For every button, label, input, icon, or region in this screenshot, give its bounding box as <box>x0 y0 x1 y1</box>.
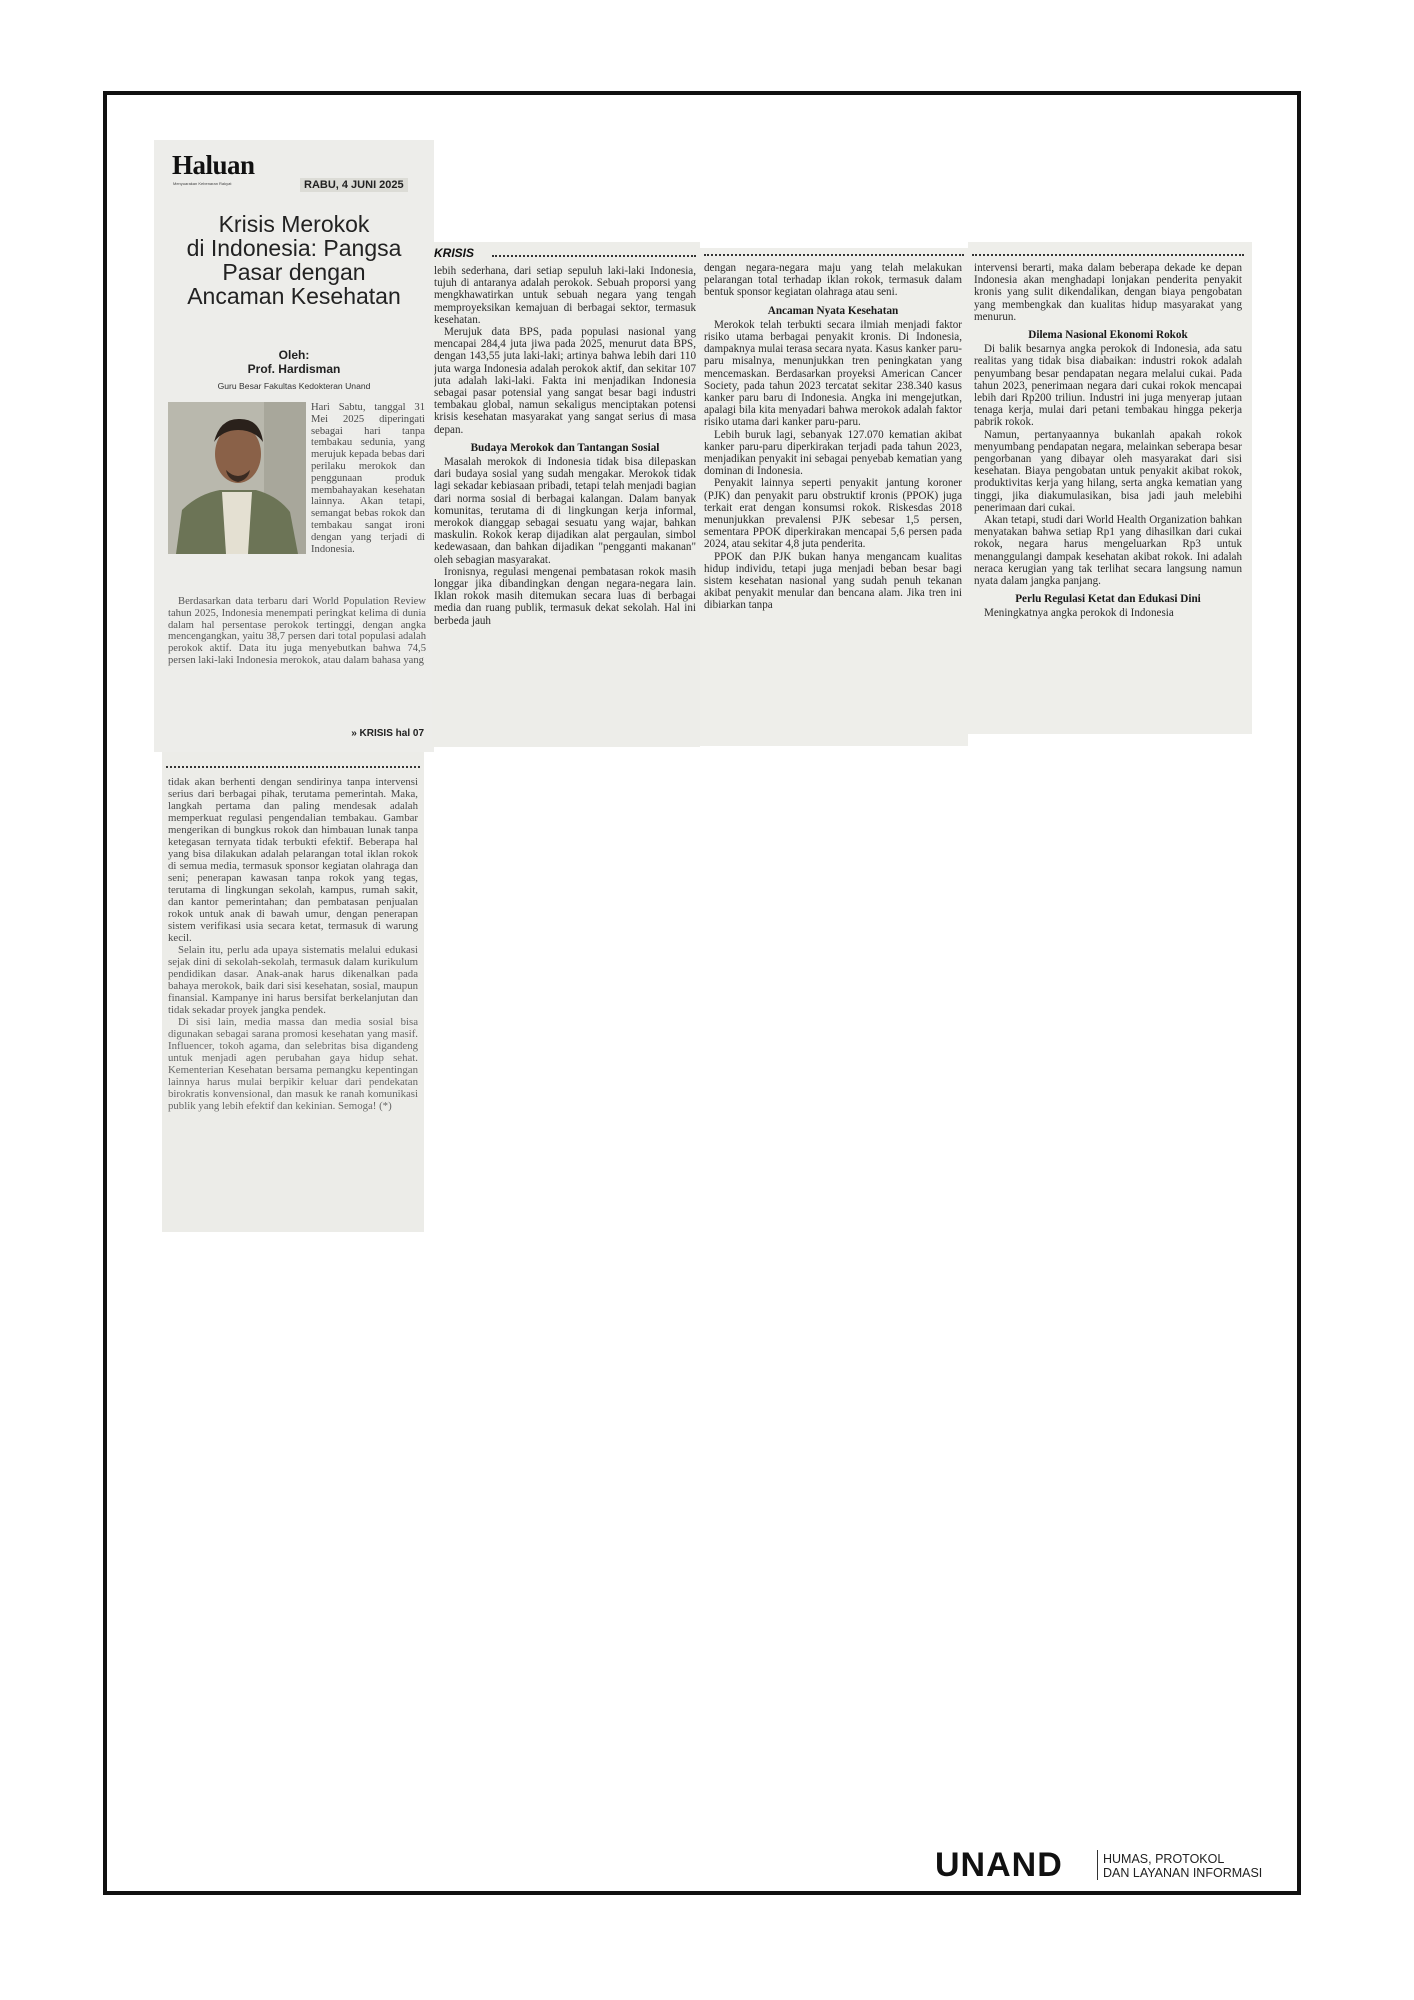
headline <box>154 212 434 308</box>
jump-label <box>432 246 700 260</box>
continued-jump: » KRISIS hal 07 <box>351 728 424 739</box>
headline-line: di Indonesia: Pangsa <box>186 235 402 261</box>
byline <box>154 348 434 391</box>
col4-paragraph: Namun, pertanyaannya bukanlah apakah rokok menyumbang pendapatan negara, melainkan seberapa besar pengorbanan yang dibayar oleh masyarakat dari sisi kesehatan. Biaya pengobatan untuk penyakit akibat rokok, produktivitas kerja yang hilang, serta angka kematian yang tinggi, jika diakumulasikan, bisa jadi jauh melebihi penerimaan dari cukai. <box>974 428 1242 514</box>
col2-paragraph: Merujuk data BPS, pada populasi nasional yang mencapai 284,4 juta jiwa pada 2025, menurut data BPS, dengan 143,55 juta laki-laki; artinya bahwa lebih dari 110 juta warga Indonesia adalah perokok aktif, dan sekitar 107 juta adalah laki-laki. Fakta ini menjadikan Indonesia sebagai pasar potensial yang sangat besar bagi industri tembakau global, namun sekaligus menciptakan potensi krisis kesehatan masyarakat yang sangat serius di masa depan. <box>434 326 696 436</box>
col4-paragraph: Meningkatnya angka perokok di Indonesia <box>984 607 1174 620</box>
col2-text <box>434 265 696 743</box>
byline-affiliation: Guru Besar Fakultas Kedokteran Unand <box>217 381 371 391</box>
jump-label-text: KRISIS <box>434 246 475 260</box>
col5-paragraph: Selain itu, perlu ada upaya sistematis melalui edukasi sejak dini di sekolah-sekolah, termasuk dalam kurikulum pendidikan dasar. Anak-anak harus dikenalkan pada bahaya merokok, baik dari sisi kesehatan, sosial, maupun finansial. Kampanye ini harus bersifat berkelanjutan dan tidak sekadar proyek jangka pendek. <box>168 944 418 1016</box>
footer-logo-wordmark: UNAND <box>935 1846 1063 1884</box>
clipping-front <box>154 140 434 752</box>
col4-paragraph: Akan tetapi, studi dari World Health Organization bahkan menyatakan bahwa setiap Rp1 yang dihasilkan dari cukai rokok, negara harus mengeluarkan Rp3 untuk menanggulangi dampak kesehatan akibat rokok. Ini adalah neraca kerugian yang tak terlihat secara langsung namun nyata dalam jangka panjang. <box>974 514 1242 588</box>
footer-org-line: HUMAS, PROTOKOL <box>1103 1852 1225 1866</box>
col4-subheading: Perlu Regulasi Ketat dan Edukasi Dini <box>1015 593 1201 606</box>
footer-divider <box>1097 1850 1098 1880</box>
clipping-col5 <box>162 752 424 1232</box>
col2-subheading: Budaya Merokok dan Tantangan Sosial <box>470 441 660 454</box>
headline-line: Pasar dengan <box>222 259 366 285</box>
continued-jump-text: KRISIS hal 07 <box>359 728 424 739</box>
footer-org-line: DAN LAYANAN INFORMASI <box>1103 1866 1263 1880</box>
col3-text <box>704 262 962 742</box>
col3-paragraph: Merokok telah terbukti secara ilmiah menjadi faktor risiko utama berbagai penyakit kronis. Di Indonesia, dampaknya mulai terasa secara nyata. Kasus kanker paru-paru misalnya, menunjukkan tren peningkatan yang mencemaskan. Berdasarkan proyeksi American Cancer Society, pada tahun 2023 tercatat sekitar 238.340 kasus kanker paru baru di Indonesia. Angka ini mengejutkan, apalagi bila kita menyadari bahwa merokok adalah faktor risiko utama dari kanker paru-paru. <box>704 318 962 429</box>
col2-paragraph: Ironisnya, regulasi mengenai pembatasan rokok masih longgar jika dibandingkan dengan negara-negara lain. Iklan rokok masih ditemukan secara luas di berbagai media dan ruang publik, termasuk dekat sekolah. Hal ini berbeda jauh <box>434 565 696 627</box>
newspaper-logo: Haluan <box>172 150 255 180</box>
col3-paragraph: Penyakit lainnya seperti penyakit jantung koroner (PJK) dan penyakit paru obstruktif kronis (PPOK) juga terkait erat dengan konsumsi rokok. Riskesdas 2018 menunjukkan prevalensi PJK sebesar 1,5 persen, sementara PPOK diperkirakan mencapai 5,6 persen pada 2024, atau sekitar 4,8 juta penderita. <box>704 477 962 551</box>
col3-subheading: Ancaman Nyata Kesehatan <box>767 304 899 317</box>
col4-paragraph: Di balik besarnya angka perokok di Indonesia, ada satu realitas yang tidak bisa diabaikan: industri rokok adalah penyumbang besar pendapatan negara melalui cukai. Pada tahun 2023, penerimaan negara dari cukai rokok mencapai lebih dari Rp200 triliun. Industri ini juga menyerap jutaan tenaga kerja, mulai dari petani tembakau hingga pekerja pabrik rokok. <box>974 343 1242 429</box>
col4-paragraph: intervensi berarti, maka dalam beberapa dekade ke depan Indonesia akan menghadapi lonjakan penderita penyakit kronis yang sulit dikendalikan, dengan biaya pengobatan yang membengkak dan kualitas hidup masyarakat yang menurun. <box>974 262 1242 323</box>
col3-paragraph: Lebih buruk lagi, sebanyak 127.070 kematian akibat kanker paru-paru diperkirakan terjadi pada tahun 2023, menjadikan penyakit ini sebagai penyebab kematian yang dominan di Indonesia. <box>704 428 962 478</box>
column-rule <box>704 254 964 256</box>
col2-paragraph: lebih sederhana, dari setiap sepuluh laki-laki Indonesia, tujuh di antaranya adalah perokok. Sebuah proporsi yang mengkhawatirkan untuk sebuah negara yang tengah memproyeksikan kemajuan di berbagai sektor, termasuk kesehatan. <box>434 265 696 326</box>
col1-body: Berdasarkan data terbaru dari World Population Review tahun 2025, Indonesia menempati peringkat kelima di dunia dalam hal persentase perokok tertinggi, dengan angka mencengangkan, yaitu 38,7 persen dari total populasi adalah perokok aktif. Data itu juga menyebutkan bahwa 74,5 persen laki-laki Indonesia merokok, atau dalam bahasa yang <box>168 596 426 666</box>
masthead <box>172 150 422 190</box>
clipping-col4 <box>968 242 1252 734</box>
col1-intro: Hari Sabtu, tanggal 31 Mei 2025 diperingati sebagai hari tanpa tembakau sedunia, yang merujuk kepada bebas dari perilaku merokok dan penggunaan produk membahayakan kesehatan lainnya. Akan tetapi, semangat bebas rokok dan tembakau sangat ironi dengan yang terjadi di Indonesia. <box>311 402 425 555</box>
col5-paragraph: Di sisi lain, media massa dan media sosial bisa digunakan sebagai sarana promosi kesehatan yang masif. Influencer, tokoh agama, dan selebritas bisa digandeng untuk menjadi agen perubahan gaya hidup sehat. Kementerian Kesehatan bersama pemangku kepentingan lainnya harus mulai berpikir keluar dari pendekatan birokratis konvensional, dan masuk ke ranah komunikasi publik yang lebih efektif dan kekinian. Semoga! (*) <box>168 1016 418 1112</box>
headline-line: Krisis Merokok <box>218 211 370 237</box>
col5-paragraph: tidak akan berhenti dengan sendirinya tanpa intervensi serius dari berbagai pihak, terutama pemerintah. Maka, langkah pertama dan paling mendesak adalah memperkuat regulasi pengendalian tembakau. Gambar mengerikan di bungkus rokok dan himbauan lunak tanpa ketegasan ternyata tidak terbukti efektif. Beberapa hal yang bisa dilakukan adalah pelarangan total iklan rokok di semua media, termasuk sponsor kegiatan olahraga dan seni; penerapan kawasan tanpa rokok yang tegas, terutama di lingkungan sekolah, kampus, rumah sakit, dan kantor pemerintahan; dan pembatasan penjualan rokok untuk anak di bawah umur, dengan penerapan sistem verifikasi usia secara ketat, termasuk di warung kecil. <box>168 776 418 944</box>
headline-line: Ancaman Kesehatan <box>187 283 401 309</box>
col2-paragraph: Masalah merokok di Indonesia tidak bisa dilepaskan dari budaya sosial yang sudah mengakar. Merokok tidak lagi sekadar kebiasaan pribadi, tetapi telah menjadi bagian dari norma sosial di berbagai kalangan. Dalam banyak komunitas, terutama di di lingkungan kerja informal, merokok dianggap sebagai sesuatu yang wajar, bahkan maskulin. Rokok kerap dijadikan alat pergaulan, simbol kedewasaan, dan bahkan dijadikan "pengganti makanan" oleh sebagian masyarakat. <box>434 456 696 566</box>
column-rule <box>972 254 1244 256</box>
footer-logo <box>935 1846 1295 1886</box>
col3-paragraph: PPOK dan PJK bukan hanya mengancam kualitas hidup individu, tetapi juga menjadi beban besar bagi sistem kesehatan nasional yang sudah penuh tekanan akibat penyakit menular dan bencana alam. Jika tren ini dibiarkan tanpa <box>704 550 962 612</box>
column-rule <box>166 766 420 768</box>
col4-subheading: Dilema Nasional Ekonomi Rokok <box>1028 329 1188 342</box>
clipping-col3 <box>700 248 968 746</box>
byline-label: Oleh: <box>278 348 310 362</box>
issue-date: RABU, 4 JUNI 2025 <box>300 178 408 192</box>
byline-author: Prof. Hardisman <box>247 362 341 376</box>
author-photo <box>168 402 306 554</box>
col3-paragraph: dengan negara-negara maju yang telah melakukan pelarangan total terhadap iklan rokok, termasuk dalam bentuk sponsor kegiatan olahraga atau seni. <box>704 262 962 299</box>
col5-text <box>168 776 418 1228</box>
clipping-col2 <box>432 242 700 747</box>
col4-text <box>974 262 1242 730</box>
logo-tagline: Menyuarakan Kebenaran Rakyat <box>173 181 232 186</box>
